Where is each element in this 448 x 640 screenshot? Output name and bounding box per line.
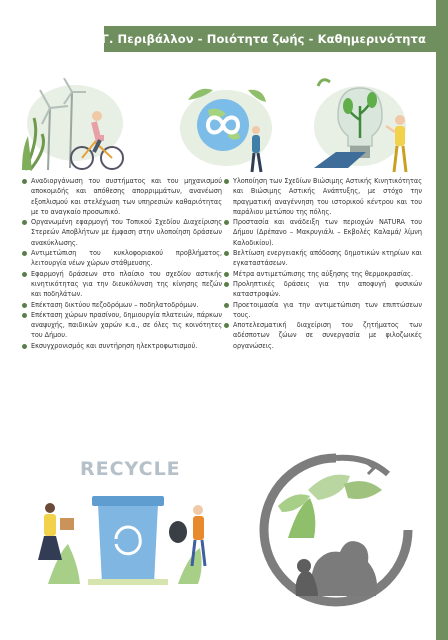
list-item: Επέκταση χώρων πρασίνου, δημιουργία πλατειών, πάρκων αναψυχής, παιδικών χαρών κ.α., σε όλες τις κοινότητες του Δήμου. <box>22 310 222 341</box>
earth-infinity-illustration <box>168 80 278 180</box>
wind-cyclist-illustration <box>20 78 130 178</box>
bullet-icon <box>22 179 27 184</box>
list-item: Προστασία και ανάδειξη των περιοχών NATURA του Δήμου (Δρέπανο – Μακρυγιάλι – Εκβολές Καλαμά/ λίμνη Καλοδικίου). <box>224 217 422 248</box>
list-item: Εκσυγχρονισμός και συντήρηση ηλεκτροφωτισμού. <box>22 341 222 351</box>
bullet-icon <box>224 272 229 277</box>
right-column <box>224 176 422 351</box>
list-item: Αναδιοργάνωση του συστήματος και του μηχανισμού αποκομιδής και απόθεσης απορριμμάτων, ανανέωση εξοπλισμού και στελέχωση των υπηρεσιών καθαριότητας με το αναγκαίο προσωπικό. <box>22 176 222 217</box>
left-column <box>22 176 222 351</box>
bullet-icon <box>22 251 27 256</box>
tree-animals-illustration <box>248 446 424 616</box>
bullet-icon <box>22 344 27 349</box>
recycle-heading: RECYCLE <box>80 458 181 480</box>
bullet-icon <box>224 251 229 256</box>
section-title: Γ. Περιβάλλον - Ποιότητα ζωής - Καθημερινότητα <box>101 32 426 46</box>
section-header <box>101 26 436 52</box>
list-item: Επέκταση δικτύου πεζοδρόμων – ποδηλατοδρόμων. <box>22 300 222 310</box>
list-item: Αντιμετώπιση του κυκλοφοριακού προβλήματος, λειτουργία νέων χώρων στάθμευσης. <box>22 248 222 269</box>
list-item: Μέτρα αντιμετώπισης της αύξησης της θερμοκρασίας. <box>224 269 422 279</box>
right-border-stripe <box>436 0 448 640</box>
list-item: Προληπτικές δράσεις για την αποφυγή φυσικών καταστροφών. <box>224 279 422 300</box>
bulb-solar-illustration <box>308 76 418 180</box>
bullet-icon <box>22 220 27 225</box>
bullet-icon <box>224 282 229 287</box>
bullet-icon <box>22 303 27 308</box>
bullet-icon <box>22 272 27 277</box>
list-item: Εφαρμογή δράσεων στο πλαίσιο του σχεδίου αστικής κινητικότητας για την διευκόλυνση της κίνησης πεζών και ποδηλάτων. <box>22 269 222 300</box>
list-item: Οργανωμένη εφαρμογή του Τοπικού Σχεδίου Διαχείρισης Στερεών Αποβλήτων με έμφαση στην υλοποίηση δράσεων ανακύκλωσης. <box>22 217 222 248</box>
list-item: Βελτίωση ενεργειακής απόδοσης δημοτικών κτηρίων και εγκαταστάσεων. <box>224 248 422 269</box>
bullet-icon <box>224 179 229 184</box>
bullet-icon <box>224 220 229 225</box>
list-item: Αποτελεσματική διαχείριση του ζητήματος των αδέσποτων ζώων σε συνεργασία με φιλοζωικές οργανώσεις. <box>224 320 422 351</box>
bullet-icon <box>224 303 229 308</box>
recycle-bin-illustration <box>28 484 224 588</box>
list-item: Προετοιμασία για την αντιμετώπιση των επιπτώσεων τους. <box>224 300 422 321</box>
bullet-icon <box>22 313 27 318</box>
bullet-icon <box>224 323 229 328</box>
list-item: Υλοποίηση των Σχεδίων Βιώσιμης Αστικής Κινητικότητας και Βιώσιμης Αστικής Ανάπτυξης, με στόχο την πραγματική αναγέννηση του ιστορικού κέντρου και του παράλιου μετώπου της πόλης. <box>224 176 422 217</box>
